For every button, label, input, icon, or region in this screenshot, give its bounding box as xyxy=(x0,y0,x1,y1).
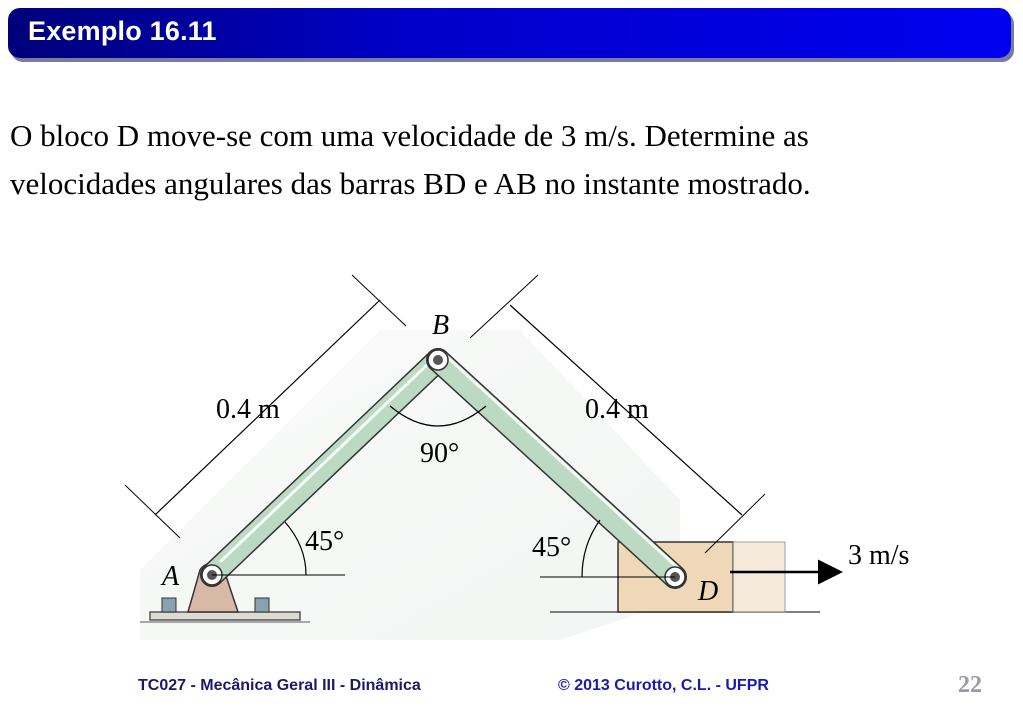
bolt-right xyxy=(255,598,269,612)
problem-line-2: velocidades angulares das barras BD e AB no instante mostrado. xyxy=(10,166,811,201)
problem-statement xyxy=(10,112,1010,208)
ground-plate xyxy=(150,612,300,620)
label-length-bd: 0.4 m xyxy=(585,394,649,425)
label-velocity: 3 m/s xyxy=(848,540,910,571)
footer-course: TC027 - Mecânica Geral III - Dinâmica xyxy=(138,677,421,694)
mechanism-figure xyxy=(120,270,940,660)
label-angle-a: 45° xyxy=(305,526,345,557)
label-angle-b: 90° xyxy=(420,438,460,469)
block-d-shadow xyxy=(733,542,785,612)
label-d: D xyxy=(698,576,719,607)
slide-title: Exemplo 16.11 xyxy=(28,16,217,46)
label-angle-d: 45° xyxy=(532,532,572,563)
label-length-ab: 0.4 m xyxy=(216,394,280,425)
problem-line-1: O bloco D move-se com uma velocidade de 3 m/s. Determine as xyxy=(10,118,809,153)
page-number: 22 xyxy=(958,672,982,698)
footer-copyright: © 2013 Curotto, C.L. - UFPR xyxy=(558,677,769,694)
label-a: A xyxy=(162,561,180,592)
title-bar xyxy=(8,8,1011,58)
pin-b-core xyxy=(433,355,443,365)
label-b: B xyxy=(432,310,450,341)
bolt-left xyxy=(162,598,176,612)
